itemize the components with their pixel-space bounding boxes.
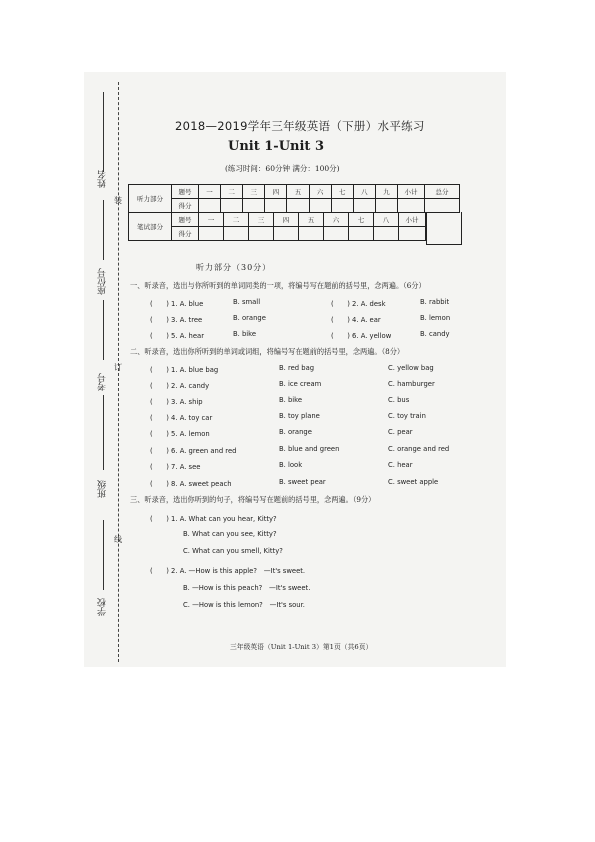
q1-item-4-b: B. lemon <box>420 314 451 322</box>
q1-item-1: ( ) 1. A. blue <box>150 300 204 308</box>
qnum-cell: 五 <box>287 185 309 199</box>
q2-item-b: B. bike <box>279 396 303 404</box>
class-rule <box>103 395 104 470</box>
q1-heading: 一、听录音，选出与你所听到的单词同类的一项，将编号写在题前的括号里，念两遍。（6分） <box>130 281 426 290</box>
q3-item-1b: B. What can you see, Kitty? <box>183 530 277 538</box>
qnum-label: 题号 <box>172 185 199 199</box>
school-label: 学校 <box>98 598 108 616</box>
q2-item-a: ( ) 8. A. sweet peach <box>150 480 232 488</box>
q1-item-6-b: B. candy <box>420 330 450 338</box>
subtotal-label: 小计 <box>398 185 425 199</box>
q2-item-b: B. sweet pear <box>279 478 326 486</box>
qnum-cell: 六 <box>324 213 349 227</box>
score-cell <box>199 227 224 241</box>
qnum-cell: 九 <box>375 185 397 199</box>
q2-item-c: C. orange and red <box>388 445 450 453</box>
binding-mark-3: 线 <box>114 535 122 544</box>
score-cell <box>331 199 353 213</box>
score-cell <box>274 227 299 241</box>
qnum-cell: 八 <box>353 185 375 199</box>
score-cell <box>243 199 265 213</box>
binding-mark-2: 订 <box>114 363 122 372</box>
qnum-cell: 三 <box>243 185 265 199</box>
score-cell <box>375 199 397 213</box>
score-cell <box>199 199 221 213</box>
exam-no-rule <box>103 300 104 360</box>
q2-item-b: B. red bag <box>279 364 315 372</box>
qnum-cell: 六 <box>309 185 331 199</box>
q2-heading: 二、听录音，选出你所听到的单词或词组，将编号写在题前的括号里，念两遍。（8分） <box>130 347 405 356</box>
q2-item-c: C. toy train <box>388 412 426 420</box>
qnum-cell: 一 <box>199 213 224 227</box>
qnum-cell: 七 <box>331 185 353 199</box>
qnum-label: 题号 <box>172 213 199 227</box>
q2-item-a: ( ) 5. A. lemon <box>150 430 210 438</box>
total-label: 总分 <box>425 185 460 199</box>
school-rule <box>103 520 104 590</box>
q1-item-6: ( ) 6. A. yellow <box>331 332 392 340</box>
exam-no-label: 考号 <box>98 373 108 391</box>
class-label: 班级 <box>98 480 108 498</box>
q2-item-c: C. bus <box>388 396 410 404</box>
q2-item-a: ( ) 6. A. green and red <box>150 447 237 455</box>
qnum-cell: 二 <box>224 213 249 227</box>
q1-item-5: ( ) 5. A. hear <box>150 332 205 340</box>
subtotal-cell <box>399 227 426 241</box>
exam-timing: (练习时间：60分钟 满分：100分) <box>225 164 340 173</box>
q3-item-2c: C. —How is this lemon? —It's sour. <box>183 601 305 609</box>
qnum-cell: 八 <box>374 213 399 227</box>
score-cell <box>265 199 287 213</box>
q1-item-2-b: B. rabbit <box>420 298 450 306</box>
score-cell <box>299 227 324 241</box>
q2-item-c: C. hear <box>388 461 413 469</box>
q2-item-b: B. orange <box>279 428 312 436</box>
seat-label: 座位号 <box>98 268 108 295</box>
q2-item-a: ( ) 3. A. ship <box>150 398 203 406</box>
q1-item-5-b: B. bike <box>233 330 257 338</box>
q3-heading: 三、听录音，选出你听到的句子，将编号写在题前的括号里，念两遍。（9分） <box>130 495 376 504</box>
listening-section-label: 听力部分 <box>129 185 172 213</box>
page-footer: 三年级英语（Unit 1-Unit 3）第1页（共6页） <box>230 643 373 651</box>
listening-score-table <box>128 184 460 213</box>
score-label: 得分 <box>172 199 199 213</box>
q2-item-b: B. look <box>279 461 303 469</box>
qnum-cell: 三 <box>249 213 274 227</box>
qnum-cell: 四 <box>265 185 287 199</box>
q2-item-a: ( ) 4. A. toy car <box>150 414 213 422</box>
score-cell <box>287 199 309 213</box>
qnum-cell: 五 <box>299 213 324 227</box>
seat-rule <box>103 200 104 260</box>
q2-item-a: ( ) 1. A. blue bag <box>150 366 219 374</box>
score-label: 得分 <box>172 227 199 241</box>
qnum-cell: 一 <box>199 185 221 199</box>
binding-mark-1: 装 <box>114 196 122 205</box>
subtotal-label: 小计 <box>399 213 426 227</box>
score-cell <box>374 227 399 241</box>
q3-item-2b: B. —How is this peach? —It's sweet. <box>183 584 311 592</box>
q2-item-c: C. pear <box>388 428 413 436</box>
score-cell <box>249 227 274 241</box>
total-cell <box>425 199 460 213</box>
q1-item-2: ( ) 2. A. desk <box>331 300 386 308</box>
q1-item-4: ( ) 4. A. ear <box>331 316 381 324</box>
q3-item-1a: ( ) 1. A. What can you hear, Kitty? <box>150 515 277 523</box>
qnum-cell: 二 <box>221 185 243 199</box>
q2-item-c: C. hamburger <box>388 380 435 388</box>
q2-item-b: B. blue and green <box>279 445 340 453</box>
name-label: 姓名 <box>98 170 108 188</box>
written-section-label: 笔试部分 <box>129 213 172 241</box>
score-cell <box>349 227 374 241</box>
score-cell <box>353 199 375 213</box>
q1-item-3: ( ) 3. A. tree <box>150 316 203 324</box>
subtotal-cell <box>398 199 425 213</box>
q3-item-2a: ( ) 2. A. —How is this apple? —It's sweet. <box>150 567 306 575</box>
written-score-table <box>128 212 426 241</box>
page-title: 2018—2019学年三年级英语（下册）水平练习 <box>175 119 425 133</box>
q2-item-a: ( ) 2. A. candy <box>150 382 210 390</box>
q2-item-b: B. ice cream <box>279 380 322 388</box>
score-cell <box>224 227 249 241</box>
q2-item-c: C. yellow bag <box>388 364 434 372</box>
q1-item-3-b: B. orange <box>233 314 266 322</box>
score-cell <box>309 199 331 213</box>
q1-item-1-b: B. small <box>233 298 261 306</box>
score-cell <box>324 227 349 241</box>
q3-item-1c: C. What can you smell, Kitty? <box>183 547 283 555</box>
listening-heading: 听力部分（30分） <box>196 263 272 272</box>
qnum-cell: 七 <box>349 213 374 227</box>
total-box <box>426 212 462 245</box>
score-cell <box>221 199 243 213</box>
qnum-cell: 四 <box>274 213 299 227</box>
page-subtitle: Unit 1-Unit 3 <box>228 139 325 154</box>
q2-item-c: C. sweet apple <box>388 478 439 486</box>
name-rule <box>103 92 104 172</box>
q2-item-a: ( ) 7. A. see <box>150 463 201 471</box>
q2-item-b: B. toy plane <box>279 412 320 420</box>
